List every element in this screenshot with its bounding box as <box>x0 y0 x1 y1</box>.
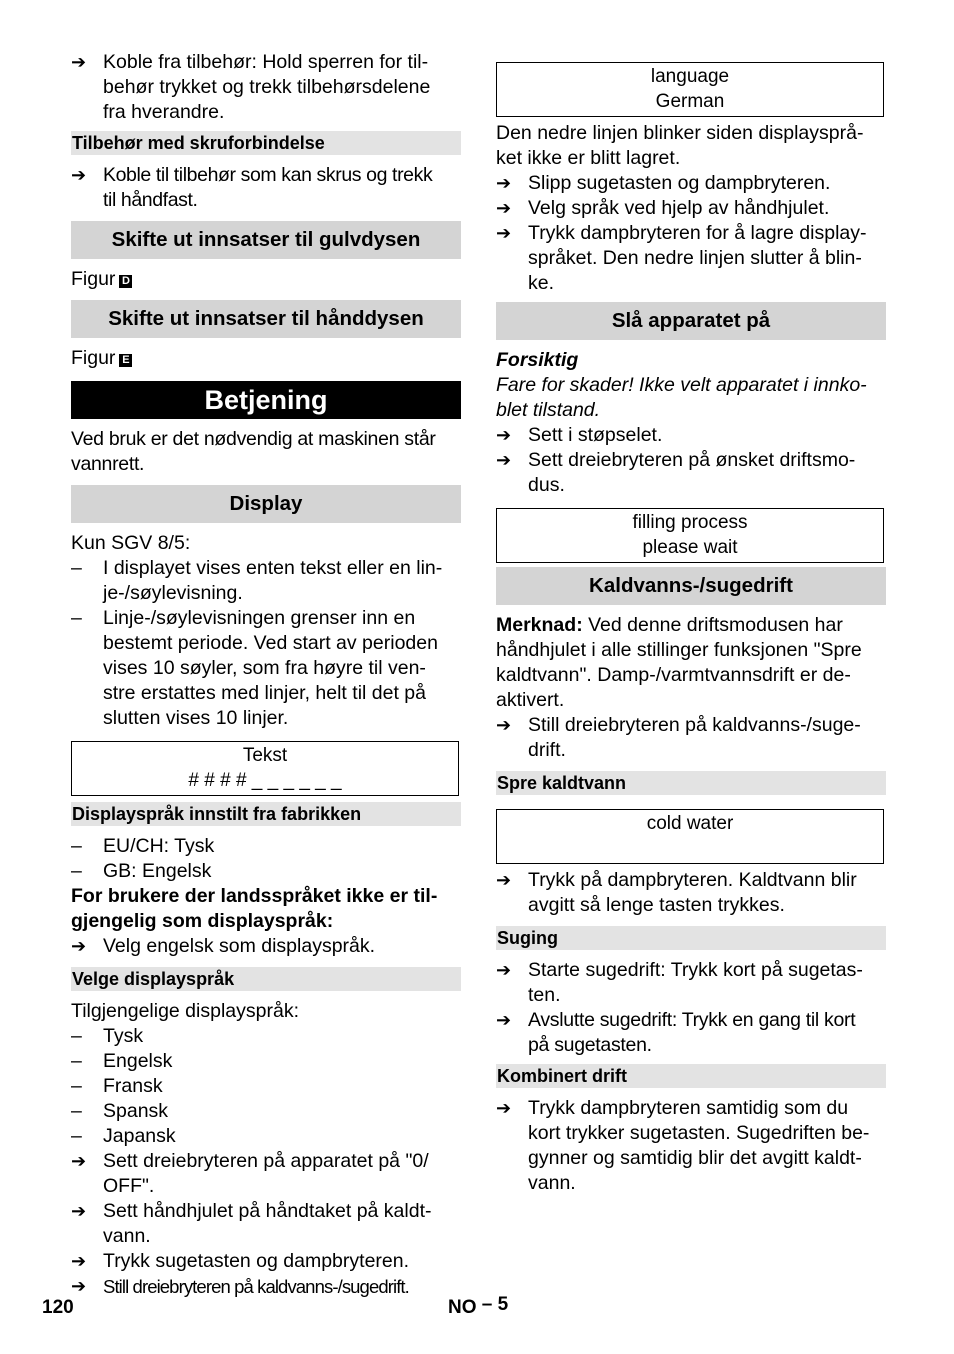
section-heading: Skifte ut innsatser til gulvdysen <box>71 221 461 259</box>
page-section: NO – 5 <box>448 1294 509 1318</box>
list-item: – GB: Engelsk <box>71 860 212 882</box>
arrow-right-icon: ➔ <box>71 1276 87 1296</box>
list-item: ➔ Koble fra tilbehør: Hold sperren for til- behør trykket og trekk tilbehørsdelene fra hverandre. <box>71 51 431 123</box>
chapter-heading: Betjening <box>71 381 461 419</box>
list-item: ➔ Starte sugedrift: Trykk kort på sugetas- ten. <box>496 959 863 1006</box>
arrow-right-icon: ➔ <box>71 52 87 72</box>
right-column <box>496 50 886 1196</box>
arrow-right-icon: ➔ <box>71 936 87 956</box>
list-item: – EU/CH: Tysk <box>71 835 215 857</box>
list-item: ➔ Sett dreiebryteren på apparatet på "0/ OFF". <box>71 1150 429 1197</box>
figure-reference: Figur D <box>71 267 461 292</box>
arrow-right-icon: ➔ <box>496 425 512 445</box>
section-heading: Suging <box>496 926 886 950</box>
arrow-right-icon: ➔ <box>496 715 512 735</box>
section-heading: Velge displayspråk <box>71 967 461 991</box>
arrow-right-icon: ➔ <box>496 870 512 890</box>
list-item: ➔ Sett i støpselet. <box>496 424 663 446</box>
list-item: – Tysk <box>71 1025 144 1047</box>
display-box: Tekst # # # # _ _ _ _ _ _ <box>71 741 459 796</box>
list-item: ➔ Trykk dampbryteren samtidig som du kort trykker sugetasten. Sugedriften be- gynner og samtidig blir det avgitt kaldt- vann. <box>496 1097 870 1194</box>
section-heading: Spre kaldtvann <box>496 771 886 795</box>
dash-bullet: – <box>71 1100 82 1122</box>
list-item: ➔ Velg engelsk som displayspråk. <box>71 935 376 957</box>
list-item: – Spansk <box>71 1100 169 1122</box>
left-column <box>71 50 461 1300</box>
list-item: ➔ Koble til tilbehør som kan skrus og trekk til håndfast. <box>71 164 433 211</box>
dash-bullet: – <box>71 860 82 882</box>
figure-letter-box: E <box>119 354 132 367</box>
list-item: – Linje-/søylevisningen grenser inn en bestemt periode. Ved start av perioden vises 10 søyler, som fra høyre til ven- stre erstattes med linjer, helt til det på slutten vises 10 linjer. <box>71 607 438 729</box>
list-item: ➔ Avslutte sugedrift: Trykk en gang til kort på sugetasten. <box>496 1009 856 1056</box>
list-item: ➔ Still dreiebryteren på kaldvanns-/sugedrift. <box>71 1276 409 1297</box>
list-item: ➔ Slipp sugetasten og dampbryteren. <box>496 172 831 194</box>
list-item: ➔ Still dreiebryteren på kaldvanns-/suge- drift. <box>496 714 861 761</box>
list-item: – Engelsk <box>71 1050 173 1072</box>
caution-text: Fare for skader! Ikke velt apparatet i innko- blet tilstand. <box>496 374 867 421</box>
arrow-right-icon: ➔ <box>496 1010 512 1030</box>
display-box: language German <box>496 62 884 117</box>
list-item: ➔ Trykk på dampbryteren. Kaldtvann blir avgitt så lenge tasten trykkes. <box>496 869 857 916</box>
dash-bullet: – <box>71 607 82 629</box>
list-item: – I displayet vises enten tekst eller en lin- je-/søylevisning. <box>71 557 443 604</box>
arrow-right-icon: ➔ <box>496 450 512 470</box>
bold-paragraph: For brukere der landsspråket ikke er til- gjengelig som displayspråk: <box>71 885 438 932</box>
section-heading: Tilbehør med skruforbindelse <box>71 131 461 155</box>
arrow-right-icon: ➔ <box>496 223 512 243</box>
figure-letter-box: D <box>119 275 132 288</box>
section-heading: Display <box>71 485 461 523</box>
figure-reference: Figur E <box>71 346 461 371</box>
dash-bullet: – <box>71 1025 82 1047</box>
list-item: ➔ Trykk sugetasten og dampbryteren. <box>71 1250 410 1272</box>
list-item: – Fransk <box>71 1075 163 1097</box>
dash-bullet: – <box>71 1075 82 1097</box>
arrow-right-icon: ➔ <box>496 1098 512 1118</box>
page-number: 120 <box>42 1297 74 1318</box>
list-item: ➔ Trykk dampbryteren for å lagre display- språket. Den nedre linjen slutter å blin- ke. <box>496 222 867 294</box>
arrow-right-icon: ➔ <box>71 1151 87 1171</box>
section-heading: Skifte ut innsatser til hånddysen <box>71 300 461 338</box>
list-item: ➔ Sett håndhjulet på håndtaket på kaldt- vann. <box>71 1200 432 1247</box>
list-item: ➔ Velg språk ved hjelp av håndhjulet. <box>496 197 830 219</box>
note-paragraph: Merknad: Ved denne driftsmodusen har håndhjulet i alle stillinger funksjonen "Spre kaldtvann". Damp-/varmtvannsdrift er de- aktivert. <box>496 614 862 711</box>
arrow-right-icon: ➔ <box>496 960 512 980</box>
arrow-right-icon: ➔ <box>71 1201 87 1221</box>
display-box: filling process please wait <box>496 508 884 563</box>
paragraph: Tilgjengelige displayspråk: <box>71 1000 299 1022</box>
list-item: ➔ Sett dreiebryteren på ønsket driftsmo- dus. <box>496 449 856 496</box>
arrow-right-icon: ➔ <box>71 1251 87 1271</box>
section-heading: Slå apparatet på <box>496 302 886 340</box>
section-heading: Kombinert drift <box>496 1064 886 1088</box>
dash-bullet: – <box>71 835 82 857</box>
paragraph: Kun SGV 8/5: <box>71 532 191 554</box>
arrow-right-icon: ➔ <box>496 198 512 218</box>
dash-bullet: – <box>71 557 82 579</box>
caution-label: Forsiktig <box>496 349 579 371</box>
dash-bullet: – <box>71 1125 82 1147</box>
arrow-right-icon: ➔ <box>496 173 512 193</box>
dash-bullet: – <box>71 1050 82 1072</box>
paragraph: Ved bruk er det nødvendig at maskinen står vannrett. <box>71 428 436 475</box>
paragraph: Den nedre linjen blinker siden displaysprå- ket ikke er blitt lagret. <box>496 122 864 169</box>
list-item: – Japansk <box>71 1125 176 1147</box>
arrow-right-icon: ➔ <box>71 165 87 185</box>
display-box: cold water <box>496 809 884 864</box>
section-heading: Kaldvanns-/sugedrift <box>496 567 886 605</box>
section-heading: Displayspråk innstilt fra fabrikken <box>71 802 461 826</box>
